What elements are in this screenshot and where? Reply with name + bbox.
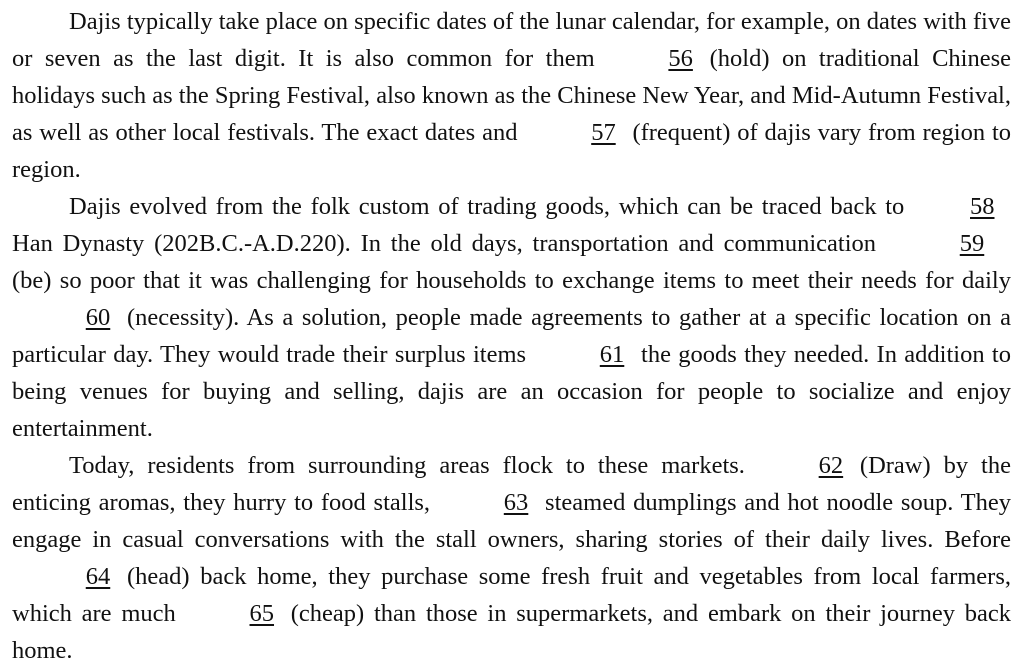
paragraph-1: [12, 3, 1011, 188]
paragraph-2: [12, 188, 1011, 447]
paragraph-text: Han Dynasty (202B.C.-A.D.220). In the old days, transportation and communication: [12, 230, 876, 257]
paragraph-text: (head) back home, they purchase some fresh fruit and vegetables from local farmers, which are much: [12, 563, 1011, 627]
paragraph-text: (be) so poor that it was challenging for households to exchange items to meet their needs for daily: [12, 267, 1011, 294]
paragraph-text: (Draw) by the enticing aromas, they hurry to food stalls,: [12, 452, 1011, 516]
blank-56: 56: [668, 45, 693, 72]
paragraph-text: Dajis typically take place on specific dates of the lunar calendar, for example, on dates with five or seven as the last digit. It is also common for them: [12, 8, 1011, 72]
blank-63: 63: [503, 489, 529, 516]
blank-60: 60: [85, 304, 111, 331]
paragraph-text: (cheap) than those in supermarkets, and embark on their journey back home.: [12, 600, 1011, 664]
paragraph-text: (frequent) of dajis vary from region to region.: [12, 119, 1011, 183]
paragraph-3: [12, 447, 1011, 669]
paragraph-text: Today, residents from surrounding areas flock to these markets.: [69, 452, 745, 479]
blank-59: 59: [959, 230, 985, 257]
paragraph-text: steamed dumplings and hot noodle soup. They engage in casual conversations with the stall owners, sharing stories of their daily lives. Before: [12, 489, 1011, 553]
blank-57: 57: [591, 119, 616, 146]
blank-58: 58: [970, 193, 995, 220]
blank-61: 61: [599, 341, 625, 368]
paragraph-text: (hold) on traditional Chinese holidays such as the Spring Festival, also known as the Chinese New Year, and Mid-Autumn Festival, as well as other local festivals. The exact dates and: [12, 45, 1011, 146]
blank-62: 62: [818, 452, 844, 479]
paragraph-text: Dajis evolved from the folk custom of trading goods, which can be traced back to: [69, 193, 913, 220]
paragraph-text: (necessity). As a solution, people made agreements to gather at a specific location on a particular day. They would trade their surplus items: [12, 304, 1011, 368]
blank-64: 64: [85, 563, 111, 590]
blank-65: 65: [249, 600, 275, 627]
paragraph-text: the goods they needed. In addition to being venues for buying and selling, dajis are an occasion for people to socialize and enjoy entertainment.: [12, 341, 1011, 442]
